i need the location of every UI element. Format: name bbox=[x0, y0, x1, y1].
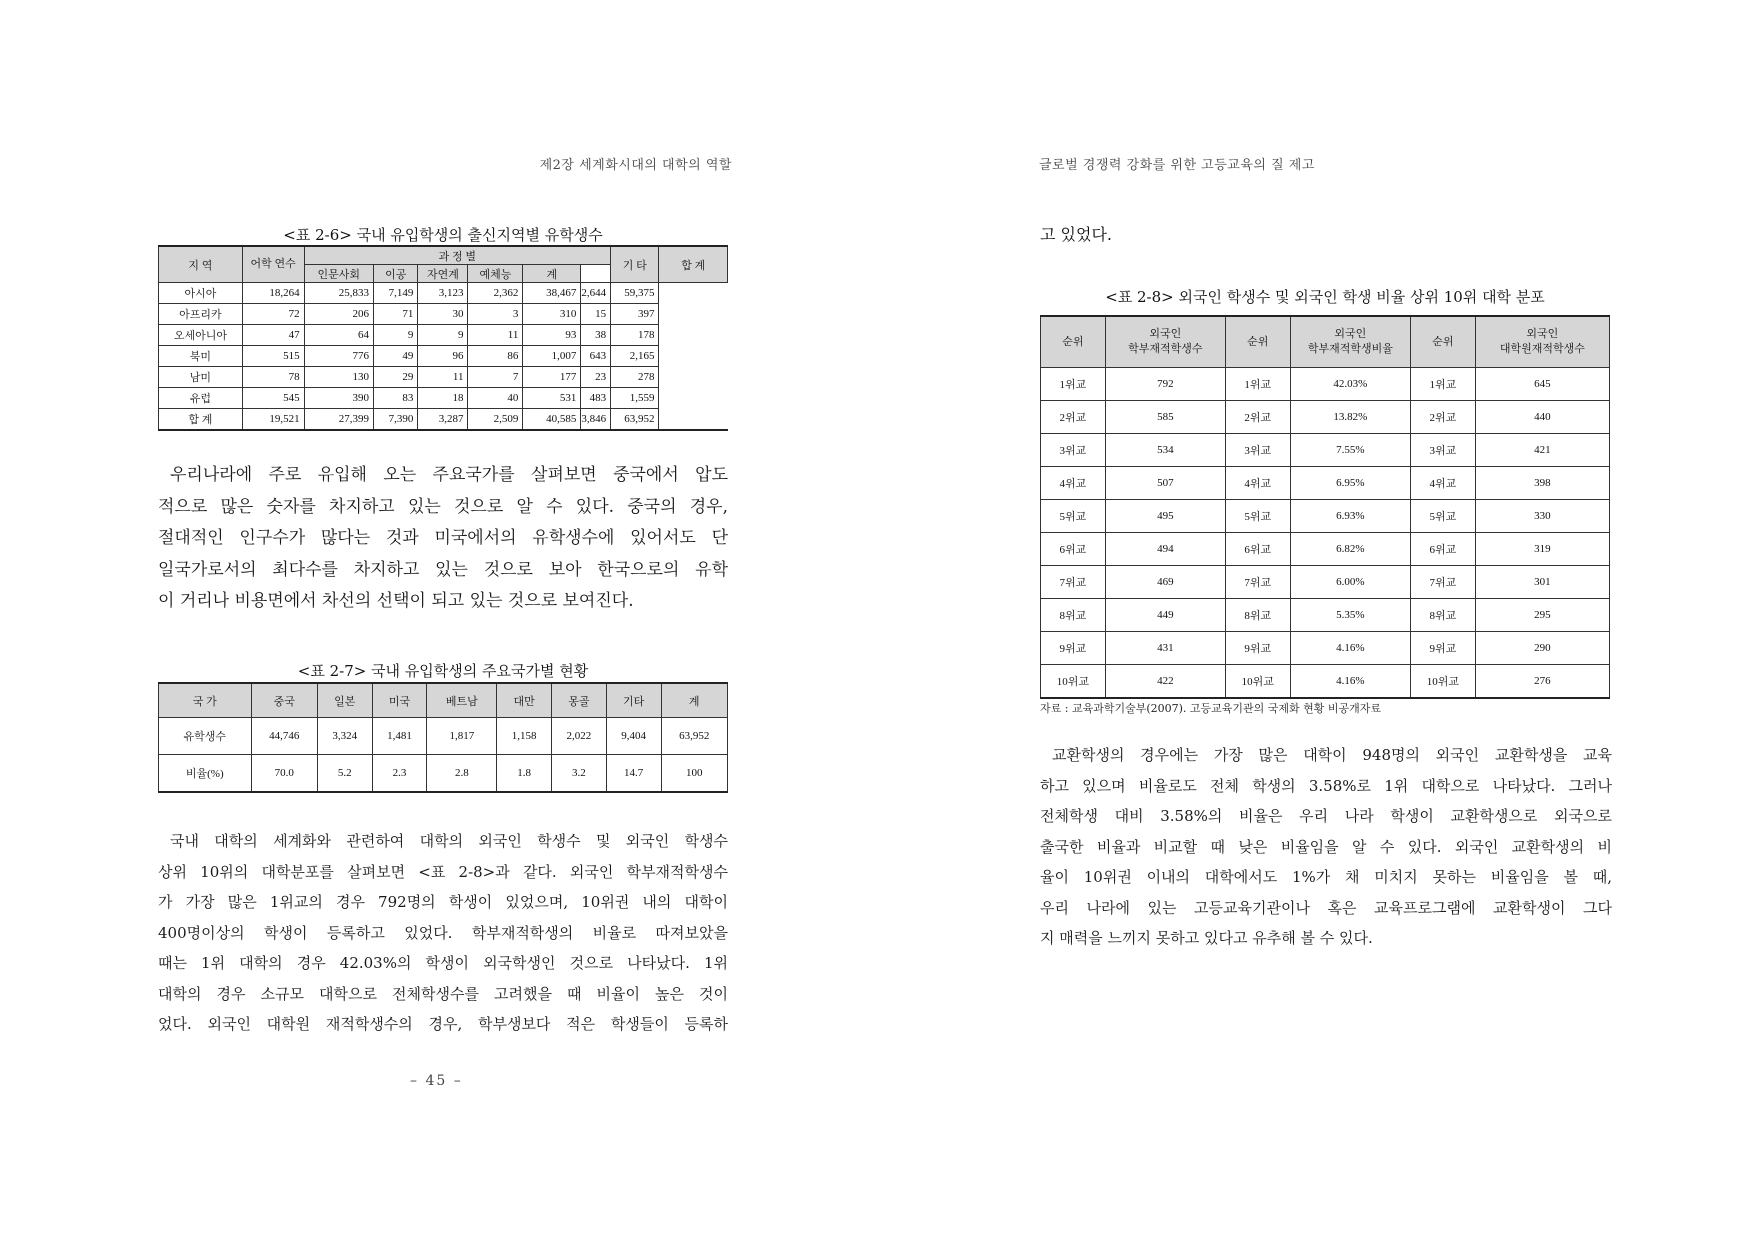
table-cell: 421 bbox=[1475, 434, 1609, 467]
paragraph-line: 출국한 비율과 비교할 때 낮은 비율임을 알 수 있다. 외국인 교환학생의 비 bbox=[1040, 837, 1612, 856]
table-cell: 44,746 bbox=[251, 718, 317, 755]
rank-cell: 9위교 bbox=[1411, 632, 1476, 665]
table-cell: 2,509 bbox=[468, 409, 523, 431]
table-cell: 545 bbox=[242, 388, 304, 409]
col-header: 미국 bbox=[372, 683, 427, 718]
table-cell: 390 bbox=[304, 388, 373, 409]
col-humanities: 인문사회 bbox=[304, 265, 373, 283]
table-cell: 3,846 bbox=[581, 409, 611, 431]
rank-cell: 3위교 bbox=[1411, 434, 1476, 467]
table-cell: 295 bbox=[1475, 599, 1609, 632]
rank-cell: 3위교 bbox=[1041, 434, 1106, 467]
col-undergrad-count bbox=[1105, 316, 1225, 368]
table-cell: 42.03% bbox=[1290, 368, 1410, 401]
paragraph-line: 가 가장 많은 1위교의 경우 792명의 학생이 있었으며, 10위권 내의 대학이 bbox=[158, 893, 728, 911]
table-cell: 63,952 bbox=[661, 718, 728, 755]
table-cell: 130 bbox=[304, 367, 373, 388]
table-cell: 301 bbox=[1475, 566, 1609, 599]
rank-cell: 1위교 bbox=[1411, 368, 1476, 401]
left-page bbox=[0, 0, 876, 1240]
table-cell: 440 bbox=[1475, 401, 1609, 434]
rank-cell: 6위교 bbox=[1041, 533, 1106, 566]
table-cell: 47 bbox=[242, 325, 304, 346]
table-cell: 483 bbox=[581, 388, 611, 409]
table-cell: 2,644 bbox=[581, 283, 611, 304]
rank-cell: 2위교 bbox=[1411, 401, 1476, 434]
row-label: 유학생수 bbox=[159, 718, 252, 755]
table-cell: 9 bbox=[374, 325, 418, 346]
table-cell: 6.82% bbox=[1290, 533, 1410, 566]
table-row bbox=[1041, 533, 1610, 566]
table-row bbox=[159, 367, 728, 388]
table-cell: 178 bbox=[611, 325, 659, 346]
paragraph-2 bbox=[158, 826, 728, 1040]
paragraph-line: 이 거리나 비용면에서 차선의 선택이 되고 있는 것으로 보여진다. bbox=[158, 591, 634, 611]
table-2-8 bbox=[1040, 315, 1610, 699]
table-cell: 792 bbox=[1105, 368, 1225, 401]
table-cell: 206 bbox=[304, 304, 373, 325]
table-cell: 449 bbox=[1105, 599, 1225, 632]
paragraph-line: 었다. 외국인 대학원 재적학생수의 경우, 학부생보다 적은 학생들이 등록하 bbox=[158, 1015, 728, 1033]
paragraph-line: 상위 10위의 대학분포를 살펴보면 <표 2-8>과 같다. 외국인 학부재적학생수 bbox=[158, 862, 728, 881]
rank-cell: 1위교 bbox=[1041, 368, 1106, 401]
col-header: 몽골 bbox=[552, 683, 607, 718]
table-cell: 398 bbox=[1475, 467, 1609, 500]
table-cell: 2.3 bbox=[372, 755, 427, 793]
table-row bbox=[1041, 599, 1610, 632]
table-cell: 534 bbox=[1105, 434, 1225, 467]
table-cell: 83 bbox=[374, 388, 418, 409]
table-row bbox=[159, 346, 728, 367]
continuation-text: 고 있었다. bbox=[1040, 225, 1112, 244]
col-rank-3: 순위 bbox=[1411, 316, 1476, 368]
col-region: 지 역 bbox=[159, 246, 243, 283]
table-cell: 38 bbox=[581, 325, 611, 346]
table-cell: 276 bbox=[1475, 665, 1609, 699]
table-cell: 11 bbox=[418, 367, 468, 388]
row-label: 아시아 bbox=[159, 283, 243, 304]
table-cell: 38,467 bbox=[523, 283, 581, 304]
table-2-8-source: 자료 : 교육과학기술부(2007). 고등교육기관의 국제화 현황 비공개자료 bbox=[1040, 702, 1382, 715]
table-cell: 507 bbox=[1105, 467, 1225, 500]
row-label: 아프리카 bbox=[159, 304, 243, 325]
table-cell: 469 bbox=[1105, 566, 1225, 599]
rank-cell: 4위교 bbox=[1041, 467, 1106, 500]
rank-cell: 6위교 bbox=[1225, 533, 1290, 566]
running-head-right: 글로벌 경쟁력 강화를 위한 고등교육의 질 제고 bbox=[1039, 158, 1315, 173]
rank-cell: 1위교 bbox=[1225, 368, 1290, 401]
table-cell: 531 bbox=[523, 388, 581, 409]
paragraph-line: 적으로 많은 숫자를 차지하고 있는 것으로 알 수 있다. 중국의 경우, bbox=[158, 496, 728, 517]
table-cell: 63,952 bbox=[611, 409, 659, 431]
table-cell: 1,158 bbox=[497, 718, 552, 755]
table-cell: 2.8 bbox=[427, 755, 497, 793]
table-row bbox=[159, 283, 728, 304]
rank-cell: 4위교 bbox=[1411, 467, 1476, 500]
table-2-7-caption: <표 2-7> 국내 유입학생의 주요국가별 현황 bbox=[297, 662, 589, 680]
table-cell: 4.16% bbox=[1290, 665, 1410, 699]
table-cell: 23 bbox=[581, 367, 611, 388]
rank-cell: 6위교 bbox=[1411, 533, 1476, 566]
rank-cell: 3위교 bbox=[1225, 434, 1290, 467]
table-cell: 11 bbox=[468, 325, 523, 346]
table-cell: 30 bbox=[418, 304, 468, 325]
table-row bbox=[159, 388, 728, 409]
col-header: 계 bbox=[661, 683, 728, 718]
table-row bbox=[1041, 467, 1610, 500]
rank-cell: 5위교 bbox=[1411, 500, 1476, 533]
col-language: 어학 연수 bbox=[242, 246, 304, 283]
rank-cell: 10위교 bbox=[1225, 665, 1290, 699]
table-cell: 290 bbox=[1475, 632, 1609, 665]
table-cell: 5.35% bbox=[1290, 599, 1410, 632]
header-line: 외국인 bbox=[1526, 328, 1559, 340]
col-arts: 예체능 bbox=[468, 265, 523, 283]
paragraph-line: 국내 대학의 세계화와 관련하여 대학의 외국인 학생수 및 외국인 학생수 bbox=[170, 832, 728, 850]
table-cell: 86 bbox=[468, 346, 523, 367]
col-grad-count bbox=[1475, 316, 1609, 368]
table-2-6-caption: <표 2-6> 국내 유입학생의 출신지역별 유학생수 bbox=[283, 226, 603, 244]
rank-cell: 9위교 bbox=[1041, 632, 1106, 665]
table-cell: 96 bbox=[418, 346, 468, 367]
table-row bbox=[1041, 500, 1610, 533]
paragraph-line: 우리나라에 주로 유입해 오는 주요국가를 살펴보면 중국에서 압도 bbox=[170, 465, 728, 485]
table-cell: 93 bbox=[523, 325, 581, 346]
table-cell: 59,375 bbox=[611, 283, 659, 304]
paragraph-line: 때는 1위 대학의 경우 42.03%의 학생이 외국학생인 것으로 나타났다. 1위 bbox=[158, 954, 728, 972]
table-cell: 29 bbox=[374, 367, 418, 388]
col-header: 일본 bbox=[317, 683, 372, 718]
table-cell: 177 bbox=[523, 367, 581, 388]
paragraph-3 bbox=[1040, 740, 1612, 954]
table-cell: 40,585 bbox=[523, 409, 581, 431]
table-cell: 319 bbox=[1475, 533, 1609, 566]
rank-cell: 7위교 bbox=[1041, 566, 1106, 599]
col-header: 베트남 bbox=[427, 683, 497, 718]
paragraph-1 bbox=[158, 460, 728, 618]
page-number-left: – 45 – bbox=[410, 1073, 463, 1089]
table-cell: 49 bbox=[374, 346, 418, 367]
row-label: 남미 bbox=[159, 367, 243, 388]
col-total: 합 계 bbox=[659, 246, 728, 283]
table-row bbox=[1041, 665, 1610, 699]
table-2-6 bbox=[158, 245, 728, 431]
header-line: 외국인 bbox=[1149, 328, 1182, 340]
paragraph-line: 율이 10위권 이내의 대학에서도 1%가 채 미치지 못하는 비율임을 볼 때, bbox=[1040, 868, 1612, 886]
table-cell: 2,165 bbox=[611, 346, 659, 367]
table-cell: 18 bbox=[418, 388, 468, 409]
table-cell: 431 bbox=[1105, 632, 1225, 665]
rank-cell: 10위교 bbox=[1411, 665, 1476, 699]
row-label: 오세아니아 bbox=[159, 325, 243, 346]
table-row bbox=[159, 755, 728, 793]
table-cell: 1,007 bbox=[523, 346, 581, 367]
table-cell: 14.7 bbox=[606, 755, 661, 793]
col-other: 기 타 bbox=[611, 246, 659, 283]
table-cell: 3,287 bbox=[418, 409, 468, 431]
header-line: 대학원재적학생수 bbox=[1499, 343, 1585, 355]
row-label: 북미 bbox=[159, 346, 243, 367]
paragraph-line: 일국가로서의 최다수를 차지하고 있는 것으로 보아 한국으로의 유학 bbox=[158, 559, 728, 580]
table-cell: 3,123 bbox=[418, 283, 468, 304]
header-line: 학부재적학생비율 bbox=[1307, 343, 1393, 355]
table-cell: 7.55% bbox=[1290, 434, 1410, 467]
table-row bbox=[1041, 632, 1610, 665]
table-cell: 422 bbox=[1105, 665, 1225, 699]
table-cell: 7,390 bbox=[374, 409, 418, 431]
table-cell: 9 bbox=[418, 325, 468, 346]
paragraph-line: 400명이상의 학생이 등록하고 있었다. 학부재적학생의 비율로 따져보았을 bbox=[158, 923, 728, 942]
table-row bbox=[1041, 401, 1610, 434]
table-cell: 494 bbox=[1105, 533, 1225, 566]
table-cell: 515 bbox=[242, 346, 304, 367]
table-cell: 585 bbox=[1105, 401, 1225, 434]
col-rank-1: 순위 bbox=[1041, 316, 1106, 368]
table-cell: 9,404 bbox=[606, 718, 661, 755]
table-cell: 64 bbox=[304, 325, 373, 346]
rank-cell: 8위교 bbox=[1225, 599, 1290, 632]
table-cell: 72 bbox=[242, 304, 304, 325]
header-line: 학부재적학생수 bbox=[1128, 343, 1203, 355]
col-header: 기타 bbox=[606, 683, 661, 718]
rank-cell: 8위교 bbox=[1041, 599, 1106, 632]
table-cell: 310 bbox=[523, 304, 581, 325]
col-program: 과 정 별 bbox=[304, 246, 611, 265]
table-cell: 1.8 bbox=[497, 755, 552, 793]
table-cell: 15 bbox=[581, 304, 611, 325]
rank-cell: 7위교 bbox=[1411, 566, 1476, 599]
paragraph-line: 우리 나라에 있는 고등교육기관이나 혹은 교육프로그램에 교환학생이 그다 bbox=[1040, 898, 1612, 917]
row-label: 합 계 bbox=[159, 409, 243, 431]
table-cell: 495 bbox=[1105, 500, 1225, 533]
rank-cell: 7위교 bbox=[1225, 566, 1290, 599]
col-header: 국 가 bbox=[159, 683, 252, 718]
table-row bbox=[159, 325, 728, 346]
running-head-left: 제2장 세계화시대의 대학의 역할 bbox=[539, 158, 732, 173]
table-cell: 7 bbox=[468, 367, 523, 388]
table-cell: 3,324 bbox=[317, 718, 372, 755]
table-cell: 7,149 bbox=[374, 283, 418, 304]
col-undergrad-ratio bbox=[1290, 316, 1410, 368]
table-cell: 78 bbox=[242, 367, 304, 388]
table-cell: 18,264 bbox=[242, 283, 304, 304]
table-cell: 1,817 bbox=[427, 718, 497, 755]
rank-cell: 5위교 bbox=[1041, 500, 1106, 533]
table-cell: 6.95% bbox=[1290, 467, 1410, 500]
paragraph-line: 대학의 경우 소규모 대학으로 전체학생수를 고려했을 때 비율이 높은 것이 bbox=[158, 984, 728, 1003]
table-cell: 100 bbox=[661, 755, 728, 793]
table-cell: 397 bbox=[611, 304, 659, 325]
row-label: 유럽 bbox=[159, 388, 243, 409]
table-row bbox=[1041, 368, 1610, 401]
table-cell: 25,833 bbox=[304, 283, 373, 304]
table-row bbox=[159, 304, 728, 325]
table-cell: 71 bbox=[374, 304, 418, 325]
table-cell: 27,399 bbox=[304, 409, 373, 431]
table-cell: 19,521 bbox=[242, 409, 304, 431]
table-cell: 3.2 bbox=[552, 755, 607, 793]
table-cell: 2,362 bbox=[468, 283, 523, 304]
table-cell: 776 bbox=[304, 346, 373, 367]
table-row bbox=[159, 718, 728, 755]
table-cell: 70.0 bbox=[251, 755, 317, 793]
rank-cell: 4위교 bbox=[1225, 467, 1290, 500]
table-cell: 4.16% bbox=[1290, 632, 1410, 665]
paragraph-line: 교환학생의 경우에는 가장 많은 대학이 948명의 외국인 교환학생을 교육 bbox=[1052, 746, 1612, 764]
rank-cell: 2위교 bbox=[1225, 401, 1290, 434]
table-cell: 3 bbox=[468, 304, 523, 325]
col-header: 대만 bbox=[497, 683, 552, 718]
table-row bbox=[1041, 434, 1610, 467]
paragraph-line: 하고 있으며 비율로도 전체 학생의 3.58%로 1위 대학으로 나타났다. 그러나 bbox=[1040, 776, 1612, 795]
table-cell: 330 bbox=[1475, 500, 1609, 533]
paragraph-line: 지 매력을 느끼지 못하고 있다고 유추해 볼 수 있다. bbox=[1040, 929, 1373, 947]
col-subtotal: 계 bbox=[523, 265, 581, 283]
rank-cell: 5위교 bbox=[1225, 500, 1290, 533]
table-cell: 6.93% bbox=[1290, 500, 1410, 533]
table-cell: 13.82% bbox=[1290, 401, 1410, 434]
table-cell: 1,559 bbox=[611, 388, 659, 409]
col-engineering: 이공 bbox=[374, 265, 418, 283]
rank-cell: 10위교 bbox=[1041, 665, 1106, 699]
table-cell: 2,022 bbox=[552, 718, 607, 755]
table-2-8-caption: <표 2-8> 외국인 학생수 및 외국인 학생 비율 상위 10위 대학 분포 bbox=[1105, 288, 1545, 306]
rank-cell: 9위교 bbox=[1225, 632, 1290, 665]
table-cell: 278 bbox=[611, 367, 659, 388]
table-cell: 6.00% bbox=[1290, 566, 1410, 599]
header-line: 외국인 bbox=[1334, 328, 1367, 340]
col-rank-2: 순위 bbox=[1225, 316, 1290, 368]
paragraph-line: 전체학생 대비 3.58%의 비율은 우리 나라 학생이 교환학생으로 외국으로 bbox=[1040, 807, 1612, 825]
col-nature-science: 자연계 bbox=[418, 265, 468, 283]
paragraph-line: 절대적인 인구수가 많다는 것과 미국에서의 유학생수에 있어서도 단 bbox=[158, 528, 728, 548]
rank-cell: 8위교 bbox=[1411, 599, 1476, 632]
col-header: 중국 bbox=[251, 683, 317, 718]
table-row bbox=[159, 409, 728, 431]
table-row bbox=[1041, 566, 1610, 599]
table-cell: 645 bbox=[1475, 368, 1609, 401]
table-cell: 643 bbox=[581, 346, 611, 367]
table-cell: 40 bbox=[468, 388, 523, 409]
rank-cell: 2위교 bbox=[1041, 401, 1106, 434]
table-2-7 bbox=[158, 682, 728, 793]
table-cell: 1,481 bbox=[372, 718, 427, 755]
row-label: 비율(%) bbox=[159, 755, 252, 793]
table-cell: 5.2 bbox=[317, 755, 372, 793]
